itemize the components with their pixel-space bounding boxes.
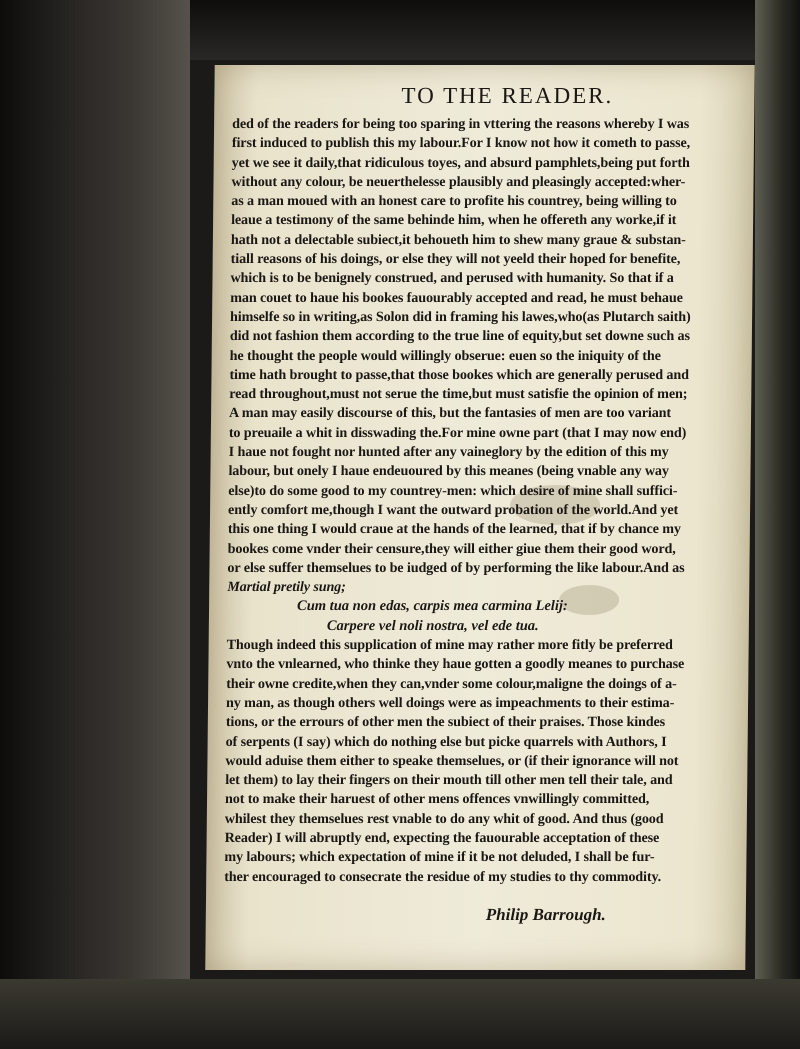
text-line: as a man moued with an honest care to profite his countrey, being willing to xyxy=(231,193,677,210)
text-line: Martial pretily sung; xyxy=(227,579,346,596)
text-line: leaue a testimony of the same behinde him, when he offereth any worke,if it xyxy=(231,212,677,229)
text-block-first xyxy=(227,115,742,597)
verse-line: Carpere vel noli nostra, vel ede tua. xyxy=(326,617,539,634)
text-line: Reader) I will abruptly end, expecting the fauourable acceptation of these xyxy=(224,829,660,846)
text-line: time hath brought to passe,that those bookes which are generally perused and xyxy=(229,366,689,383)
text-line: without any colour, be neuerthelesse plausibly and pleasingly accepted:wher- xyxy=(231,173,686,190)
text-line: A man may easily discourse of this, but the fantasies of men are too variant xyxy=(229,405,672,422)
text-line: Though indeed this supplication of mine may rather more fitly be preferred xyxy=(226,637,673,654)
text-line: else)to do some good to my countrey-men: which desire of mine shall suffici- xyxy=(228,482,678,499)
text-line: he thought the people would willingly obserue: euen so the iniquity of the xyxy=(229,347,661,364)
book-spine xyxy=(0,0,190,1049)
text-line: man couet to haue his bookes fauourably accepted and read, he must behaue xyxy=(230,289,683,306)
text-line: would aduise them either to speake themselues, or (if their ignorance will not xyxy=(225,752,679,769)
text-line: tiall reasons of his doings, or else they will not yeeld their hoped for benefite, xyxy=(230,251,681,268)
text-line: let them) to lay their fingers on their mouth till other men tell their tale, and xyxy=(225,772,673,789)
scan-bottom-edge xyxy=(0,979,800,1049)
text-line: read throughout,must not serue the time,but must satisfie the opinion of men; xyxy=(229,386,688,403)
book-page xyxy=(205,65,754,970)
text-line: vnto the vnlearned, who thinke they haue gotten a goodly meanes to purchase xyxy=(226,656,685,673)
latin-verse xyxy=(227,597,737,636)
text-line: bookes come vnder their censure,they will either giue them their good word, xyxy=(227,540,676,557)
text-line: yet we see it daily,that ridiculous toyes, and absurd pamphlets,being put forth xyxy=(231,154,690,171)
text-line: to preuaile a whit in disswading the.For mine owne part (that I may now end) xyxy=(228,424,687,441)
text-line: tions, or the errours of other men the subiect of their praises. Those kindes xyxy=(225,714,666,731)
text-line: hath not a delectable subiect,it behoueth him to shew many graue & substan- xyxy=(230,231,686,248)
text-block-second xyxy=(224,636,737,887)
page-text xyxy=(224,83,743,925)
text-line: or else suffer themselues to be iudged of by performing the like labour.And as xyxy=(227,559,685,576)
scan-right-edge xyxy=(755,0,800,1049)
text-line: which is to be benignely construed, and perused with humanity. So that if a xyxy=(230,270,674,287)
text-line: labour, but onely I haue endeuoured by this meanes (being vnable any way xyxy=(228,463,669,480)
text-line: did not fashion them according to the true line of equity,but set downe such as xyxy=(229,328,690,345)
text-line: their owne credite,when they can,vnder some colour,maligne the doings of a- xyxy=(226,675,677,692)
text-line: not to make their haruest of other mens offences vnwillingly committed, xyxy=(224,791,650,808)
text-line: himselfe so in writing,as Solon did in framing his lawes,who(as Plutarch saith) xyxy=(230,308,691,325)
verse-line: Cum tua non edas, carpis mea carmina Lelij: xyxy=(296,598,568,615)
signature: Philip Barrough. xyxy=(485,904,606,924)
text-line: ded of the readers for being too sparing in vttering the reasons whereby I was xyxy=(232,116,690,132)
text-line: first induced to publish this my labour.For I know not how it cometh to passe, xyxy=(231,135,691,152)
text-line: ny man, as though others well doings were as impeachments to their estima- xyxy=(225,694,675,711)
text-line: whilest they themselues rest vnable to do any whit of good. And thus (good xyxy=(224,810,664,827)
text-line: my labours; which expectation of mine if it be not deluded, I shall be fur- xyxy=(224,849,655,866)
text-line: ently comfort me,though I want the outward probation of the world.And yet xyxy=(227,501,679,518)
page-heading: TO THE READER. xyxy=(401,83,614,108)
text-line: this one thing I would craue at the hands of the learned, that if by chance my xyxy=(227,521,681,538)
text-line: I haue not fought nor hunted after any vaineglory by the edition of this my xyxy=(228,444,669,461)
text-line: of serpents (I say) which do nothing else but picke quarrels with Authors, I xyxy=(225,733,667,750)
text-line: ther encouraged to consecrate the residue of my studies to thy commodity. xyxy=(224,868,662,885)
